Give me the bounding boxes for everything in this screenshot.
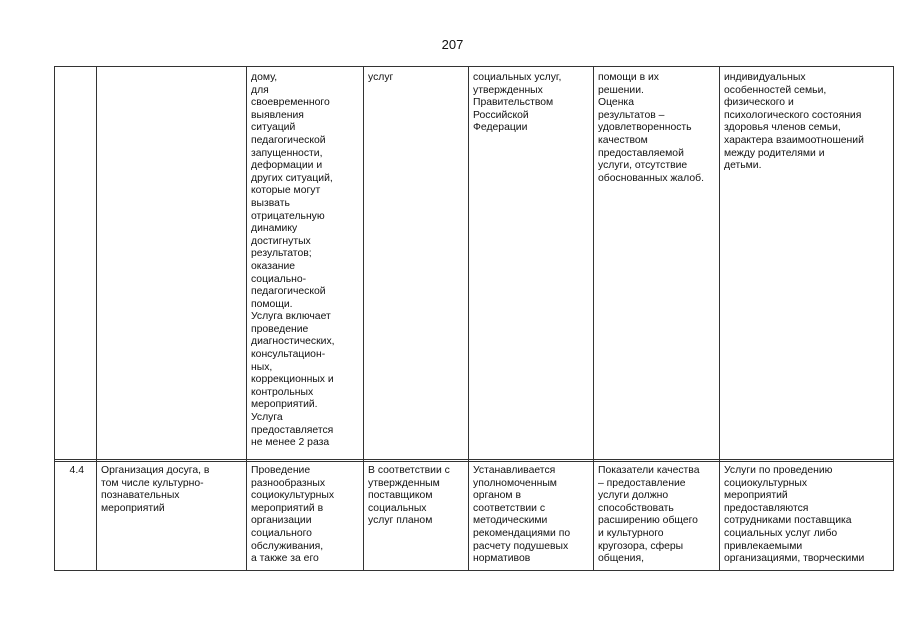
cell-line: Федерации bbox=[473, 122, 528, 134]
row-number-cell bbox=[55, 67, 97, 460]
cell-line: Правительством bbox=[473, 97, 554, 109]
cell-line: Показатели качества bbox=[598, 465, 700, 476]
cell-line: услуг bbox=[368, 72, 394, 83]
cell-line: здоровья членов семьи, bbox=[724, 122, 841, 134]
cell-line: психологического состояния bbox=[724, 109, 862, 121]
page-number: 207 bbox=[441, 37, 464, 52]
cell-line: оказание bbox=[251, 260, 296, 272]
cell-line: результатов – bbox=[598, 109, 665, 121]
cell-line: которые могут bbox=[251, 185, 321, 197]
cell-line: том числе культурно- bbox=[101, 477, 204, 489]
cell-line: мероприятий. bbox=[251, 399, 318, 411]
cell-line: удовлетворенность bbox=[598, 122, 692, 134]
cell-line: проведение bbox=[251, 323, 309, 335]
service-tariff-cell bbox=[469, 67, 594, 460]
cell-line: соответствии с bbox=[473, 502, 546, 514]
service-volume-cell bbox=[364, 67, 469, 460]
cell-line: педагогической bbox=[251, 286, 326, 298]
cell-line: между родителями и bbox=[724, 147, 825, 159]
cell-line: других ситуаций, bbox=[251, 172, 333, 184]
cell-line: утвержденных bbox=[473, 84, 543, 96]
cell-line: социальных услуг, bbox=[473, 72, 562, 83]
cell-line: разнообразных bbox=[251, 477, 326, 489]
cell-line: выявления bbox=[251, 109, 304, 121]
cell-line: физического и bbox=[724, 97, 794, 109]
cell-line: Услуга bbox=[251, 412, 283, 424]
cell-line: общения, bbox=[598, 553, 644, 565]
cell-line: деформации и bbox=[251, 160, 323, 172]
service-conditions-cell bbox=[720, 67, 894, 460]
cell-line: решении. bbox=[598, 84, 644, 96]
cell-line: Организация досуга, в bbox=[101, 465, 210, 476]
services-table bbox=[54, 66, 894, 571]
cell-line: консультацион- bbox=[251, 349, 326, 361]
cell-line: В соответствии с bbox=[368, 465, 450, 476]
cell-line: организации bbox=[251, 515, 312, 527]
cell-line: не менее 2 раза bbox=[251, 437, 330, 449]
quality-indicators-cell bbox=[594, 67, 720, 460]
cell-line: дому, bbox=[251, 72, 278, 83]
table-row bbox=[55, 462, 894, 571]
cell-line: кругозора, сферы bbox=[598, 540, 684, 552]
cell-line: запущенности, bbox=[251, 147, 323, 159]
service-name-cell bbox=[97, 67, 247, 460]
cell-line: диагностических, bbox=[251, 336, 335, 348]
cell-line: обслуживания, bbox=[251, 540, 324, 552]
cell-line: для bbox=[251, 84, 269, 96]
cell-line: социальных услуг либо bbox=[724, 527, 838, 539]
cell-line: предоставляется bbox=[251, 424, 334, 436]
cell-line: поставщиком bbox=[368, 490, 433, 502]
cell-line: ных, bbox=[251, 361, 273, 373]
service-name-cell bbox=[97, 462, 247, 571]
cell-line: предоставляются bbox=[724, 502, 809, 514]
cell-line: отрицательную bbox=[251, 210, 325, 222]
cell-line: индивидуальных bbox=[724, 72, 806, 83]
cell-line: социального bbox=[251, 527, 312, 539]
cell-line: уполномоченным bbox=[473, 477, 557, 489]
cell-line: качеством bbox=[598, 134, 648, 146]
cell-line: – предоставление bbox=[598, 477, 686, 489]
service-volume-cell bbox=[364, 462, 469, 571]
cell-line: расчету подушевых bbox=[473, 540, 569, 552]
cell-line: услуги, отсутствие bbox=[598, 160, 688, 172]
cell-line: сотрудниками поставщика bbox=[724, 515, 852, 527]
cell-line: контрольных bbox=[251, 386, 314, 398]
cell-line: социокультурных bbox=[251, 490, 335, 502]
cell-line: мероприятий bbox=[101, 502, 165, 514]
service-content-cell bbox=[247, 462, 364, 571]
cell-line: вызвать bbox=[251, 197, 290, 209]
row-number-cell: 4.4 bbox=[55, 462, 97, 571]
cell-line: методическими bbox=[473, 515, 548, 527]
cell-line: мероприятий bbox=[724, 490, 788, 502]
service-tariff-cell bbox=[469, 462, 594, 571]
cell-line: коррекционных и bbox=[251, 374, 334, 386]
cell-line: познавательных bbox=[101, 490, 180, 502]
cell-line: органом в bbox=[473, 490, 521, 502]
cell-line: Услуга включает bbox=[251, 311, 331, 323]
table-row bbox=[55, 67, 894, 460]
cell-line: предоставляемой bbox=[598, 147, 684, 159]
cell-line: помощи в их bbox=[598, 72, 659, 83]
cell-line: социокультурных bbox=[724, 477, 808, 489]
cell-line: Проведение bbox=[251, 465, 311, 476]
cell-line: особенностей семьи, bbox=[724, 84, 827, 96]
cell-line: достигнутых bbox=[251, 235, 311, 247]
cell-line: рекомендациями по bbox=[473, 527, 571, 539]
cell-line: детьми. bbox=[724, 160, 762, 172]
cell-line: способствовать bbox=[598, 502, 674, 514]
cell-line: услуг планом bbox=[368, 515, 433, 527]
cell-line: социальных bbox=[368, 502, 427, 514]
cell-line: расширению общего bbox=[598, 515, 698, 527]
cell-line: характера взаимоотношений bbox=[724, 134, 864, 146]
cell-line: и культурного bbox=[598, 527, 664, 539]
cell-line: обоснованных жалоб. bbox=[598, 172, 704, 184]
quality-indicators-cell bbox=[594, 462, 720, 571]
service-content-cell bbox=[247, 67, 364, 460]
cell-line: Российской bbox=[473, 109, 529, 121]
cell-line: утвержденным bbox=[368, 477, 440, 489]
cell-line: нормативов bbox=[473, 553, 531, 565]
cell-line: Оценка bbox=[598, 97, 634, 109]
cell-line: ситуаций bbox=[251, 122, 296, 134]
cell-line: помощи. bbox=[251, 298, 293, 310]
cell-line: услуги должно bbox=[598, 490, 669, 502]
cell-line: результатов; bbox=[251, 248, 312, 260]
cell-line: а также за его bbox=[251, 553, 319, 565]
cell-line: педагогической bbox=[251, 134, 326, 146]
cell-line: своевременного bbox=[251, 97, 330, 109]
cell-line: динамику bbox=[251, 223, 298, 235]
service-conditions-cell bbox=[720, 462, 894, 571]
cell-line: организациями, творческими bbox=[724, 553, 865, 565]
cell-line: Услуги по проведению bbox=[724, 465, 833, 476]
cell-line: социально- bbox=[251, 273, 307, 285]
cell-line: Устанавливается bbox=[473, 465, 556, 476]
cell-line: привлекаемыми bbox=[724, 540, 803, 552]
cell-line: мероприятий в bbox=[251, 502, 324, 514]
